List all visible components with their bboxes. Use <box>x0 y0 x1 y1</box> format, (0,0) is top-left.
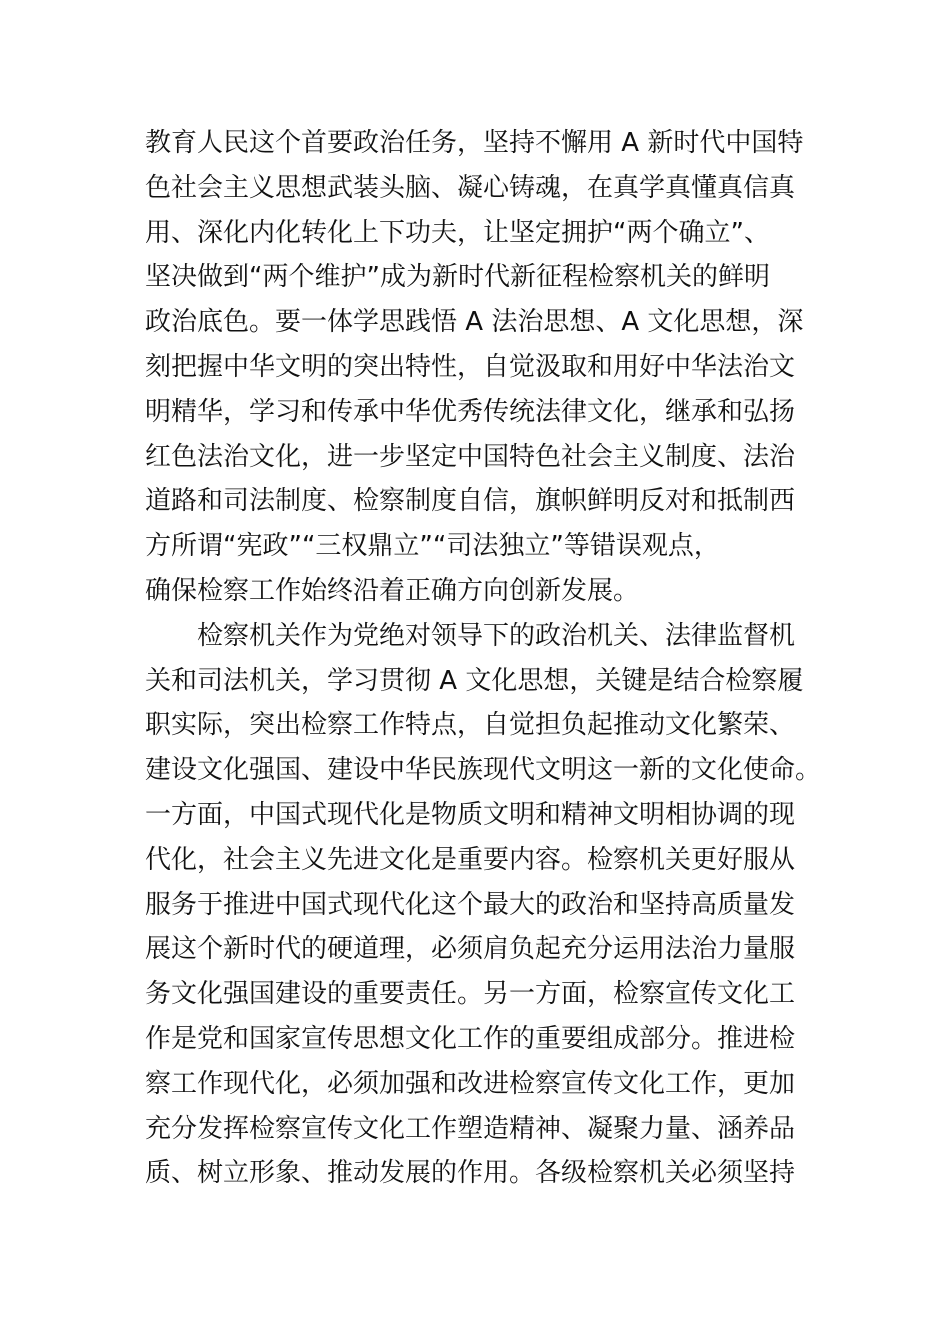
text-line: 红色法治文化，进一步坚定中国特色社会主义制度、法治 <box>145 441 796 472</box>
text-line: 坚决做到“两个维护”成为新时代新征程检察机关的鲜明 <box>145 262 770 293</box>
document-body <box>145 121 822 1196</box>
text-line: 作是党和国家宣传思想文化工作的重要组成部分。推进检 <box>145 1023 796 1054</box>
text-line: 道路和司法制度、检察制度自信，旗帜鲜明反对和抵制西 <box>145 486 796 517</box>
text-line: 明精华，学习和传承中华优秀传统法律文化，继承和弘扬 <box>145 396 796 427</box>
text-line: 服务于推进中国式现代化这个最大的政治和坚持高质量发 <box>145 889 796 920</box>
text-line: 质、树立形象、推动发展的作用。各级检察机关必须坚持 <box>145 1158 796 1189</box>
paragraph-1 <box>145 121 805 614</box>
text-line: 建设文化强国、建设中华民族现代文明这一新的文化使命。 <box>145 755 822 786</box>
text-line: 充分发挥检察宣传文化工作塑造精神、凝聚力量、涵养品 <box>145 1113 796 1144</box>
text-line: 用、深化内化转化上下功夫，让坚定拥护“两个确立”、 <box>145 217 770 248</box>
text-line: 刻把握中华文明的突出特性，自觉汲取和用好中华法治文 <box>145 351 796 382</box>
text-line: 政治底色。要一体学思践悟 A 法治思想、A 文化思想，深 <box>145 307 804 338</box>
text-line: 检察机关作为党绝对领导下的政治机关、法律监督机 <box>197 620 796 651</box>
text-line: 展这个新时代的硬道理，必须肩负起充分运用法治力量服 <box>145 934 796 965</box>
text-line: 务文化强国建设的重要责任。另一方面，检察宣传文化工 <box>145 979 796 1010</box>
text-line: 色社会主义思想武装头脑、凝心铸魂，在真学真懂真信真 <box>145 172 796 203</box>
text-line: 确保检察工作始终沿着正确方向创新发展。 <box>145 575 640 606</box>
text-line: 教育人民这个首要政治任务，坚持不懈用 A 新时代中国特 <box>145 128 804 158</box>
text-line: 一方面，中国式现代化是物质文明和精神文明相协调的现 <box>145 799 796 830</box>
paragraph-2 <box>145 614 822 1196</box>
text-line: 职实际，突出检察工作特点，自觉担负起推动文化繁荣、 <box>145 710 796 741</box>
text-line: 方所谓“宪政”“三权鼎立”“司法独立”等错误观点， <box>145 531 720 562</box>
text-line: 察工作现代化，必须加强和改进检察宣传文化工作，更加 <box>145 1068 796 1099</box>
text-line: 关和司法机关，学习贯彻 A 文化思想，关键是结合检察履 <box>145 665 804 696</box>
text-line: 代化，社会主义先进文化是重要内容。检察机关更好服从 <box>145 844 796 875</box>
